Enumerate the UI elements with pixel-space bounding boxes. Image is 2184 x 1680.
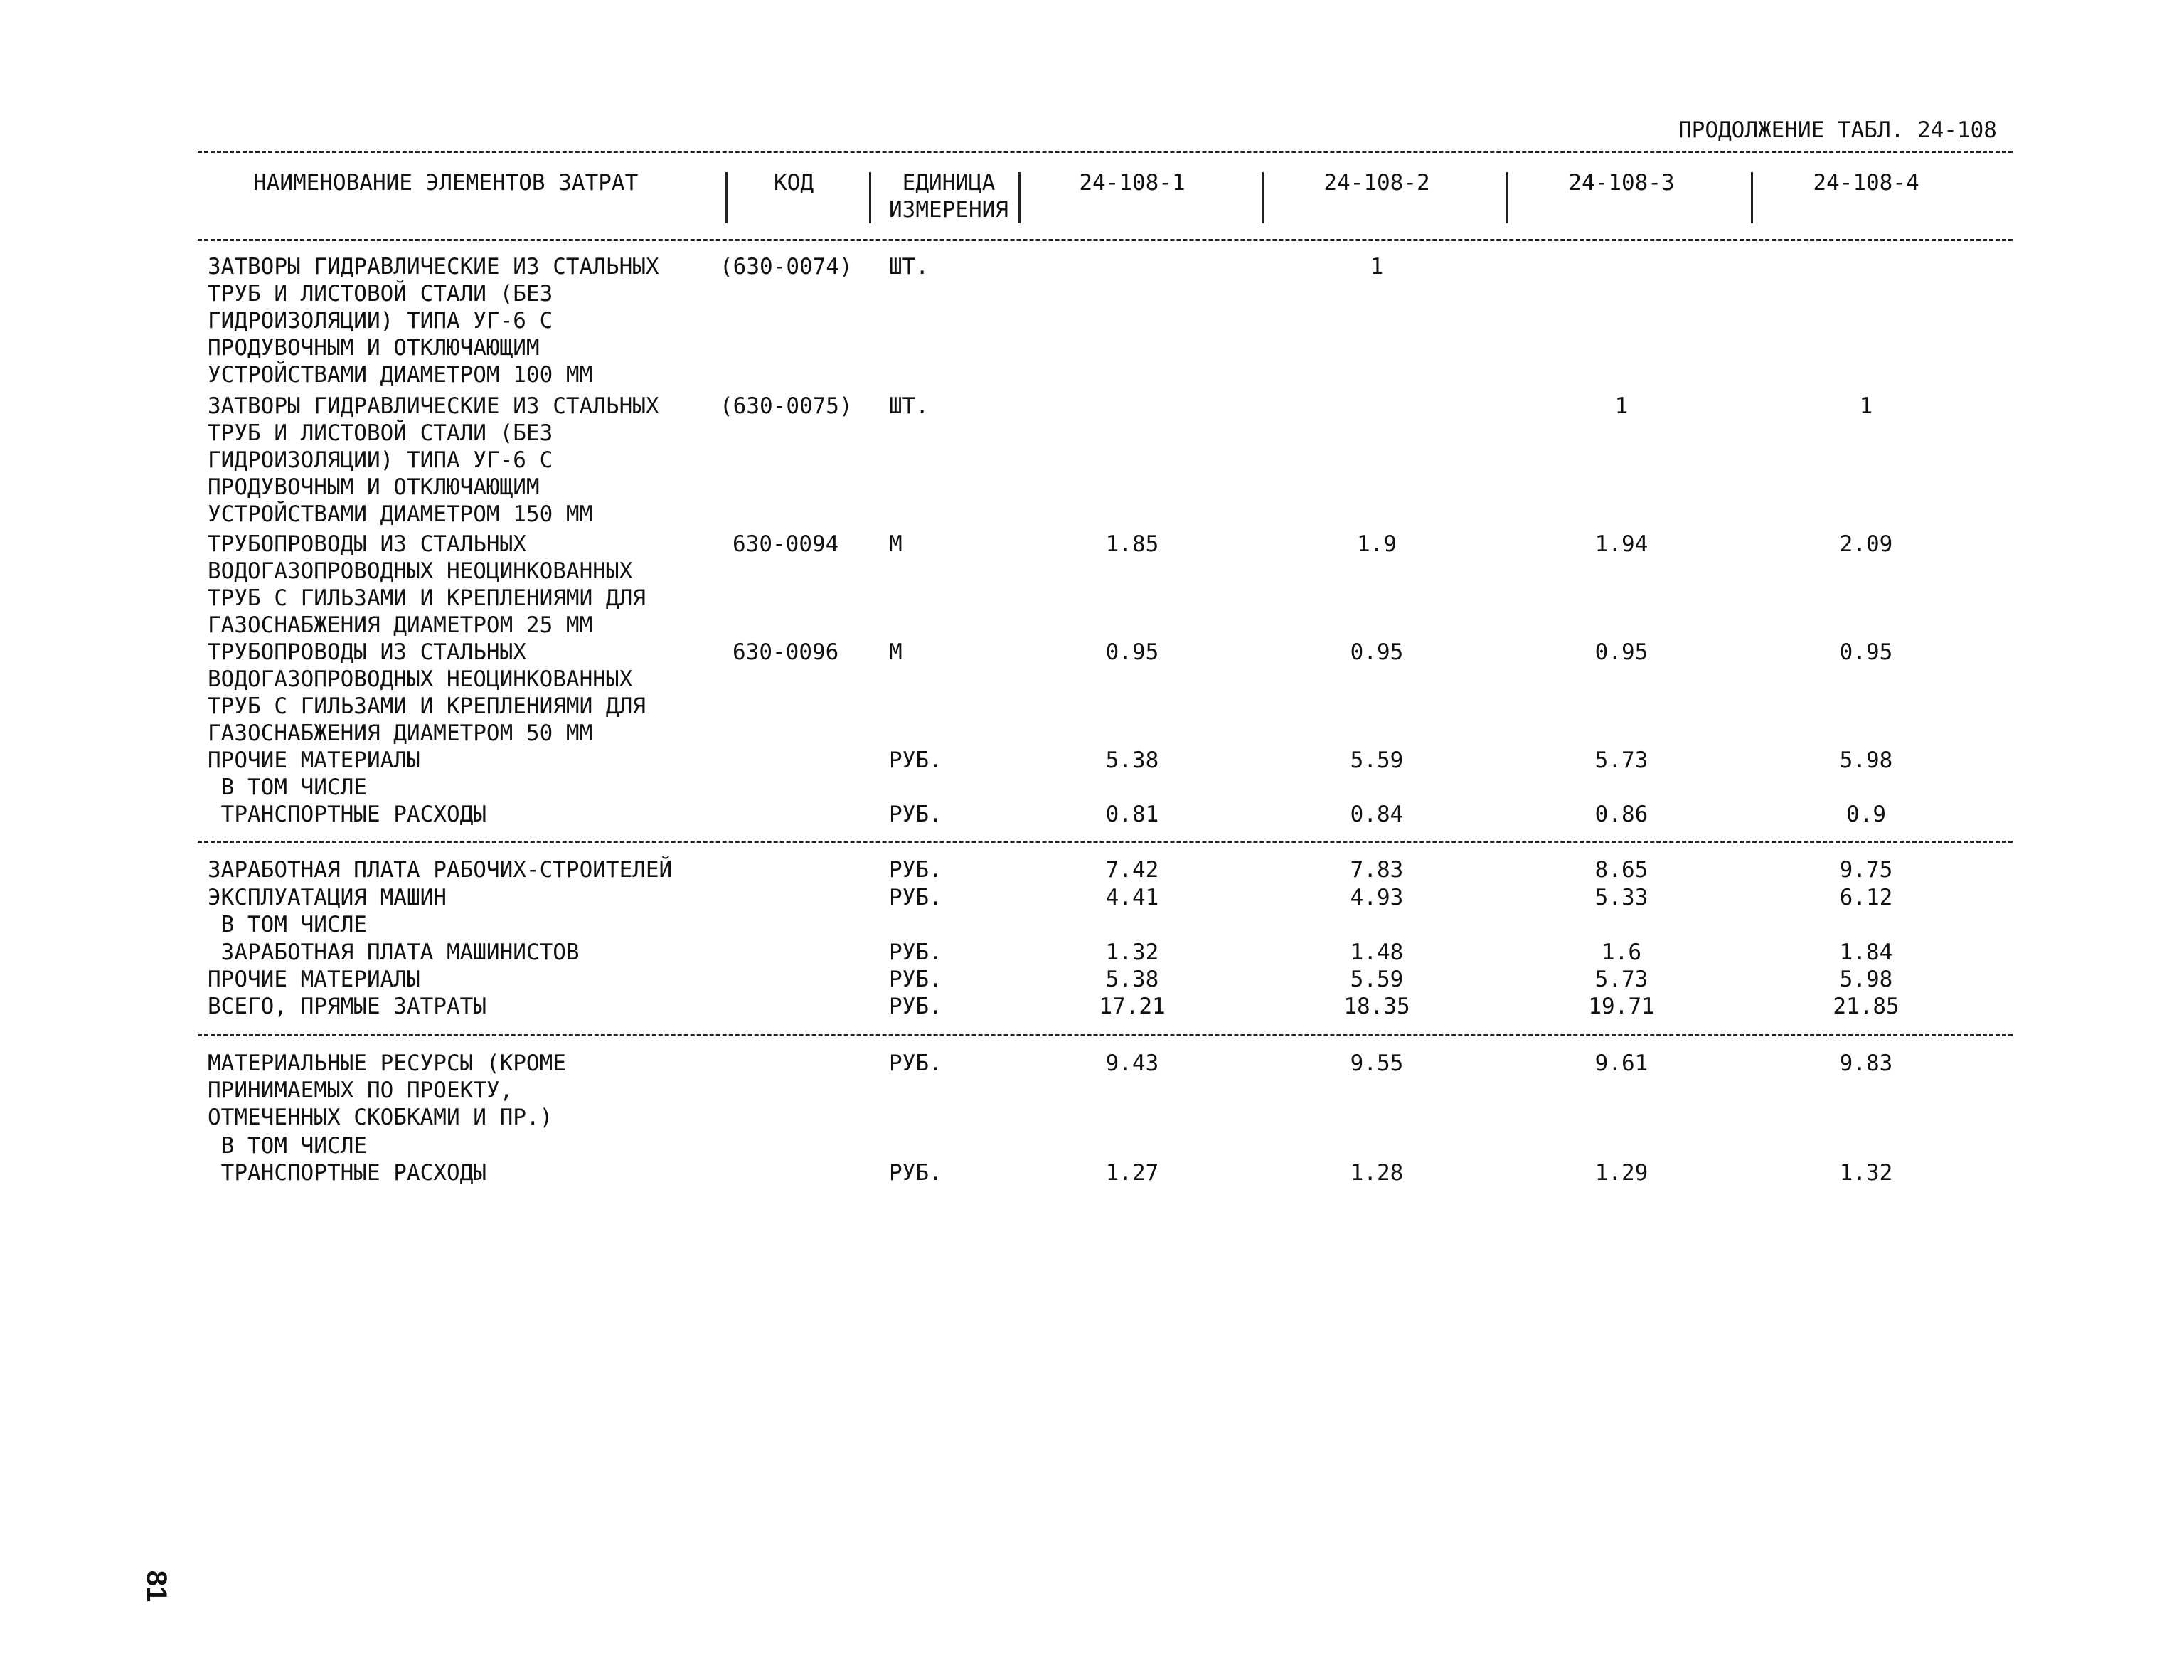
row-name: ЗАРАБОТНАЯ ПЛАТА МАШИНИСТОВ (208, 940, 580, 965)
header-name: НАИМЕНОВАНИЕ ЭЛЕМЕНТОВ ЗАТРАТ (253, 170, 639, 196)
row-unit: РУБ. (889, 1051, 942, 1076)
row-value-3: 1.6 (1602, 940, 1641, 965)
row-unit: РУБ. (889, 940, 942, 965)
row-code: 630-0096 (733, 639, 839, 665)
row-value-1: 7.42 (1105, 857, 1159, 883)
row-name: ТРУБОПРОВОДЫ ИЗ СТАЛЬНЫХ ВОДОГАЗОПРОВОДНЫХ НЕОЦИНКОВАННЫХ ТРУБ С ГИЛЬЗАМИ И КРЕПЛЕНИЯМИ ДЛЯ ГАЗОСНАБЖЕНИЯ ДИАМЕТРОМ 25 ММ (208, 531, 646, 638)
row-value-4: 1.84 (1839, 940, 1893, 965)
row-name: В ТОМ ЧИСЛЕ (208, 912, 367, 937)
header-divider (1506, 172, 1508, 223)
header-col-2: 24-108-2 (1323, 170, 1430, 196)
row-name: ЗАТВОРЫ ГИДРАВЛИЧЕСКИЕ ИЗ СТАЛЬНЫХ ТРУБ И ЛИСТОВОЙ СТАЛИ (БЕЗ ГИДРОИЗОЛЯЦИИ) ТИПА УГ-6 С ПРОДУВОЧНЫМ И ОТКЛЮЧАЮЩИМ УСТРОЙСТВАМИ ДИАМЕТРОМ 150 ММ (208, 393, 659, 527)
row-name: ВСЕГО, ПРЯМЫЕ ЗАТРАТЫ (208, 994, 486, 1019)
header-col-3: 24-108-3 (1568, 170, 1675, 196)
continuation-label: ПРОДОЛЖЕНИЕ ТАБЛ. 24-108 (1678, 117, 1997, 143)
header-divider (1262, 172, 1264, 223)
header-col-4: 24-108-4 (1813, 170, 1919, 196)
row-value-3: 5.33 (1594, 885, 1648, 910)
row-value-2: 5.59 (1350, 748, 1404, 773)
header-divider (1751, 172, 1753, 223)
row-value-1: 5.38 (1105, 967, 1159, 992)
row-unit: РУБ. (889, 885, 942, 910)
row-name: В ТОМ ЧИСЛЕ (208, 775, 367, 800)
row-value-2: 9.55 (1350, 1051, 1404, 1076)
section-rule (198, 841, 2013, 843)
section-rule (198, 1034, 2013, 1036)
row-name: ПРОЧИЕ МАТЕРИАЛЫ (208, 748, 420, 773)
row-unit: РУБ. (889, 802, 942, 827)
row-value-2: 1.28 (1350, 1160, 1404, 1186)
row-unit: М (889, 639, 902, 665)
row-value-4: 1 (1859, 393, 1873, 419)
row-value-4: 5.98 (1839, 967, 1893, 992)
row-value-4: 9.75 (1839, 857, 1893, 883)
row-value-2: 1.48 (1350, 940, 1404, 965)
row-name: ТРУБОПРОВОДЫ ИЗ СТАЛЬНЫХ ВОДОГАЗОПРОВОДНЫХ НЕОЦИНКОВАННЫХ ТРУБ С ГИЛЬЗАМИ И КРЕПЛЕНИЯМИ ДЛЯ ГАЗОСНАБЖЕНИЯ ДИАМЕТРОМ 50 ММ (208, 639, 646, 746)
row-value-1: 1.27 (1105, 1160, 1159, 1186)
row-name: ТРАНСПОРТНЫЕ РАСХОДЫ (208, 802, 486, 827)
row-value-2: 5.59 (1350, 967, 1404, 992)
row-value-4: 2.09 (1839, 531, 1893, 557)
row-name: ПРОЧИЕ МАТЕРИАЛЫ (208, 967, 420, 992)
row-value-1: 9.43 (1105, 1051, 1159, 1076)
row-value-1: 0.81 (1105, 802, 1159, 827)
row-value-1: 1.85 (1105, 531, 1159, 557)
row-unit: РУБ. (889, 857, 942, 883)
row-value-4: 6.12 (1839, 885, 1893, 910)
row-value-1: 0.95 (1105, 639, 1159, 665)
row-name: МАТЕРИАЛЬНЫЕ РЕСУРСЫ (КРОМЕ ПРИНИМАЕМЫХ ПО ПРОЕКТУ, ОТМЕЧЕННЫХ СКОБКАМИ И ПР.) (208, 1051, 566, 1130)
row-value-3: 5.73 (1594, 748, 1648, 773)
row-value-1: 1.32 (1105, 940, 1159, 965)
row-value-3: 1.94 (1594, 531, 1648, 557)
row-unit: М (889, 531, 902, 557)
row-code: (630-0074) (720, 254, 853, 280)
row-unit: РУБ. (889, 1160, 942, 1186)
row-value-4: 5.98 (1839, 748, 1893, 773)
row-name: ТРАНСПОРТНЫЕ РАСХОДЫ (208, 1160, 486, 1186)
row-value-4: 9.83 (1839, 1051, 1893, 1076)
row-value-1: 5.38 (1105, 748, 1159, 773)
row-value-3: 8.65 (1594, 857, 1648, 883)
row-value-4: 21.85 (1833, 994, 1900, 1019)
row-value-3: 1 (1614, 393, 1629, 419)
row-name: ЗАТВОРЫ ГИДРАВЛИЧЕСКИЕ ИЗ СТАЛЬНЫХ ТРУБ И ЛИСТОВОЙ СТАЛИ (БЕЗ ГИДРОИЗОЛЯЦИИ) ТИПА УГ-6 С ПРОДУВОЧНЫМ И ОТКЛЮЧАЮЩИМ УСТРОЙСТВАМИ ДИАМЕТРОМ 100 ММ (208, 254, 659, 388)
row-value-3: 19.71 (1588, 994, 1655, 1019)
header-code: КОД (774, 170, 814, 196)
row-code: 630-0094 (733, 531, 839, 557)
header-unit-line1: ЕДИНИЦА (902, 170, 996, 196)
row-value-3: 0.86 (1594, 802, 1648, 827)
row-value-2: 1 (1370, 254, 1384, 280)
row-value-1: 17.21 (1099, 994, 1166, 1019)
row-value-3: 9.61 (1594, 1051, 1648, 1076)
page-number: 81 (141, 1570, 172, 1602)
row-value-2: 0.95 (1350, 639, 1404, 665)
row-value-2: 18.35 (1343, 994, 1410, 1019)
header-col-1: 24-108-1 (1079, 170, 1186, 196)
row-value-1: 4.41 (1105, 885, 1159, 910)
row-unit: РУБ. (889, 994, 942, 1019)
header-divider (1018, 172, 1021, 223)
header-divider (869, 172, 871, 223)
header-unit (878, 169, 1020, 223)
header-rule (198, 239, 2013, 241)
row-name: В ТОМ ЧИСЛЕ (208, 1133, 367, 1159)
header-unit-line2: ИЗМЕРЕНИЯ (889, 197, 1008, 223)
row-value-2: 1.9 (1357, 531, 1397, 557)
row-value-4: 0.9 (1846, 802, 1886, 827)
row-value-2: 7.83 (1350, 857, 1404, 883)
row-unit: ШТ. (889, 254, 929, 280)
row-value-3: 1.29 (1594, 1160, 1648, 1186)
row-unit: РУБ. (889, 967, 942, 992)
row-value-2: 4.93 (1350, 885, 1404, 910)
row-value-2: 0.84 (1350, 802, 1404, 827)
row-name: ЗАРАБОТНАЯ ПЛАТА РАБОЧИХ-СТРОИТЕЛЕЙ (208, 857, 673, 883)
row-name: ЭКСПЛУАТАЦИЯ МАШИН (208, 885, 447, 910)
row-code: (630-0075) (720, 393, 853, 419)
row-value-4: 1.32 (1839, 1160, 1893, 1186)
row-value-3: 5.73 (1594, 967, 1648, 992)
header-divider (725, 172, 728, 223)
row-unit: ШТ. (889, 393, 929, 419)
top-rule (198, 151, 2013, 153)
row-value-4: 0.95 (1839, 639, 1893, 665)
row-value-3: 0.95 (1594, 639, 1648, 665)
row-unit: РУБ. (889, 748, 942, 773)
